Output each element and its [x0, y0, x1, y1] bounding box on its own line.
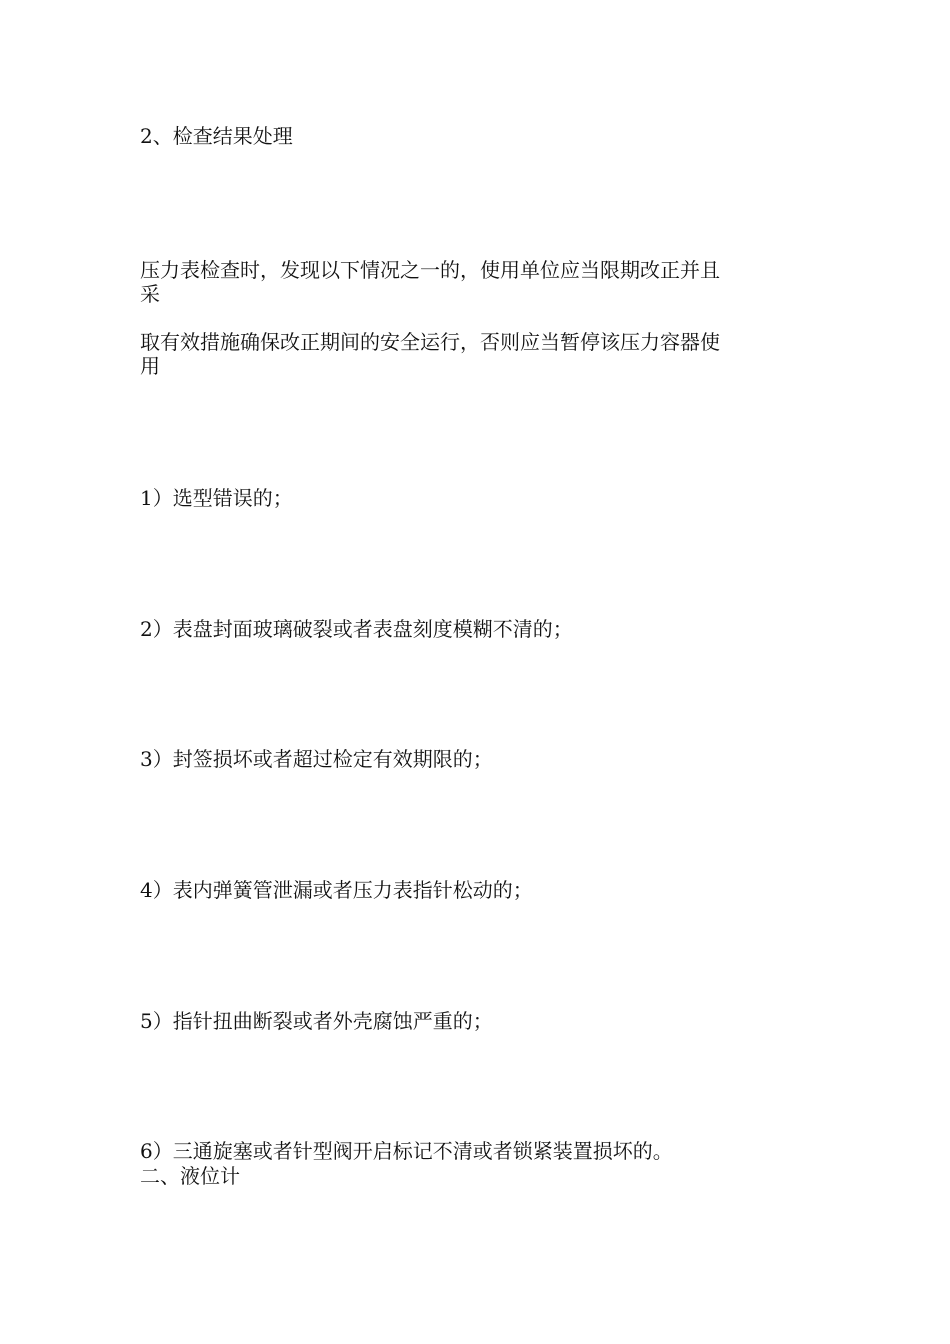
list-item: 6）三通旋塞或者针型阀开启标记不清或者锁紧装置损坏的。 [140, 1139, 673, 1163]
paragraph-line-2: 采 [140, 282, 160, 306]
list-item: 2）表盘封面玻璃破裂或者表盘刻度模糊不清的； [140, 617, 573, 641]
list-item: 4）表内弹簧管泄漏或者压力表指针松动的； [140, 878, 533, 902]
next-section-heading: 二、液位计 [140, 1164, 240, 1188]
list-item: 5）指针扭曲断裂或者外壳腐蚀严重的； [140, 1009, 493, 1033]
list-item: 3）封签损坏或者超过检定有效期限的； [140, 747, 493, 771]
paragraph-line-4: 用 [140, 354, 160, 378]
paragraph-line-3: 取有效措施确保改正期间的安全运行，否则应当暂停该压力容器使 [140, 330, 720, 354]
section-heading: 2、检查结果处理 [140, 124, 293, 148]
list-item: 1）选型错误的； [140, 486, 293, 510]
paragraph-line-1: 压力表检查时，发现以下情况之一的，使用单位应当限期改正并且 [140, 258, 720, 282]
